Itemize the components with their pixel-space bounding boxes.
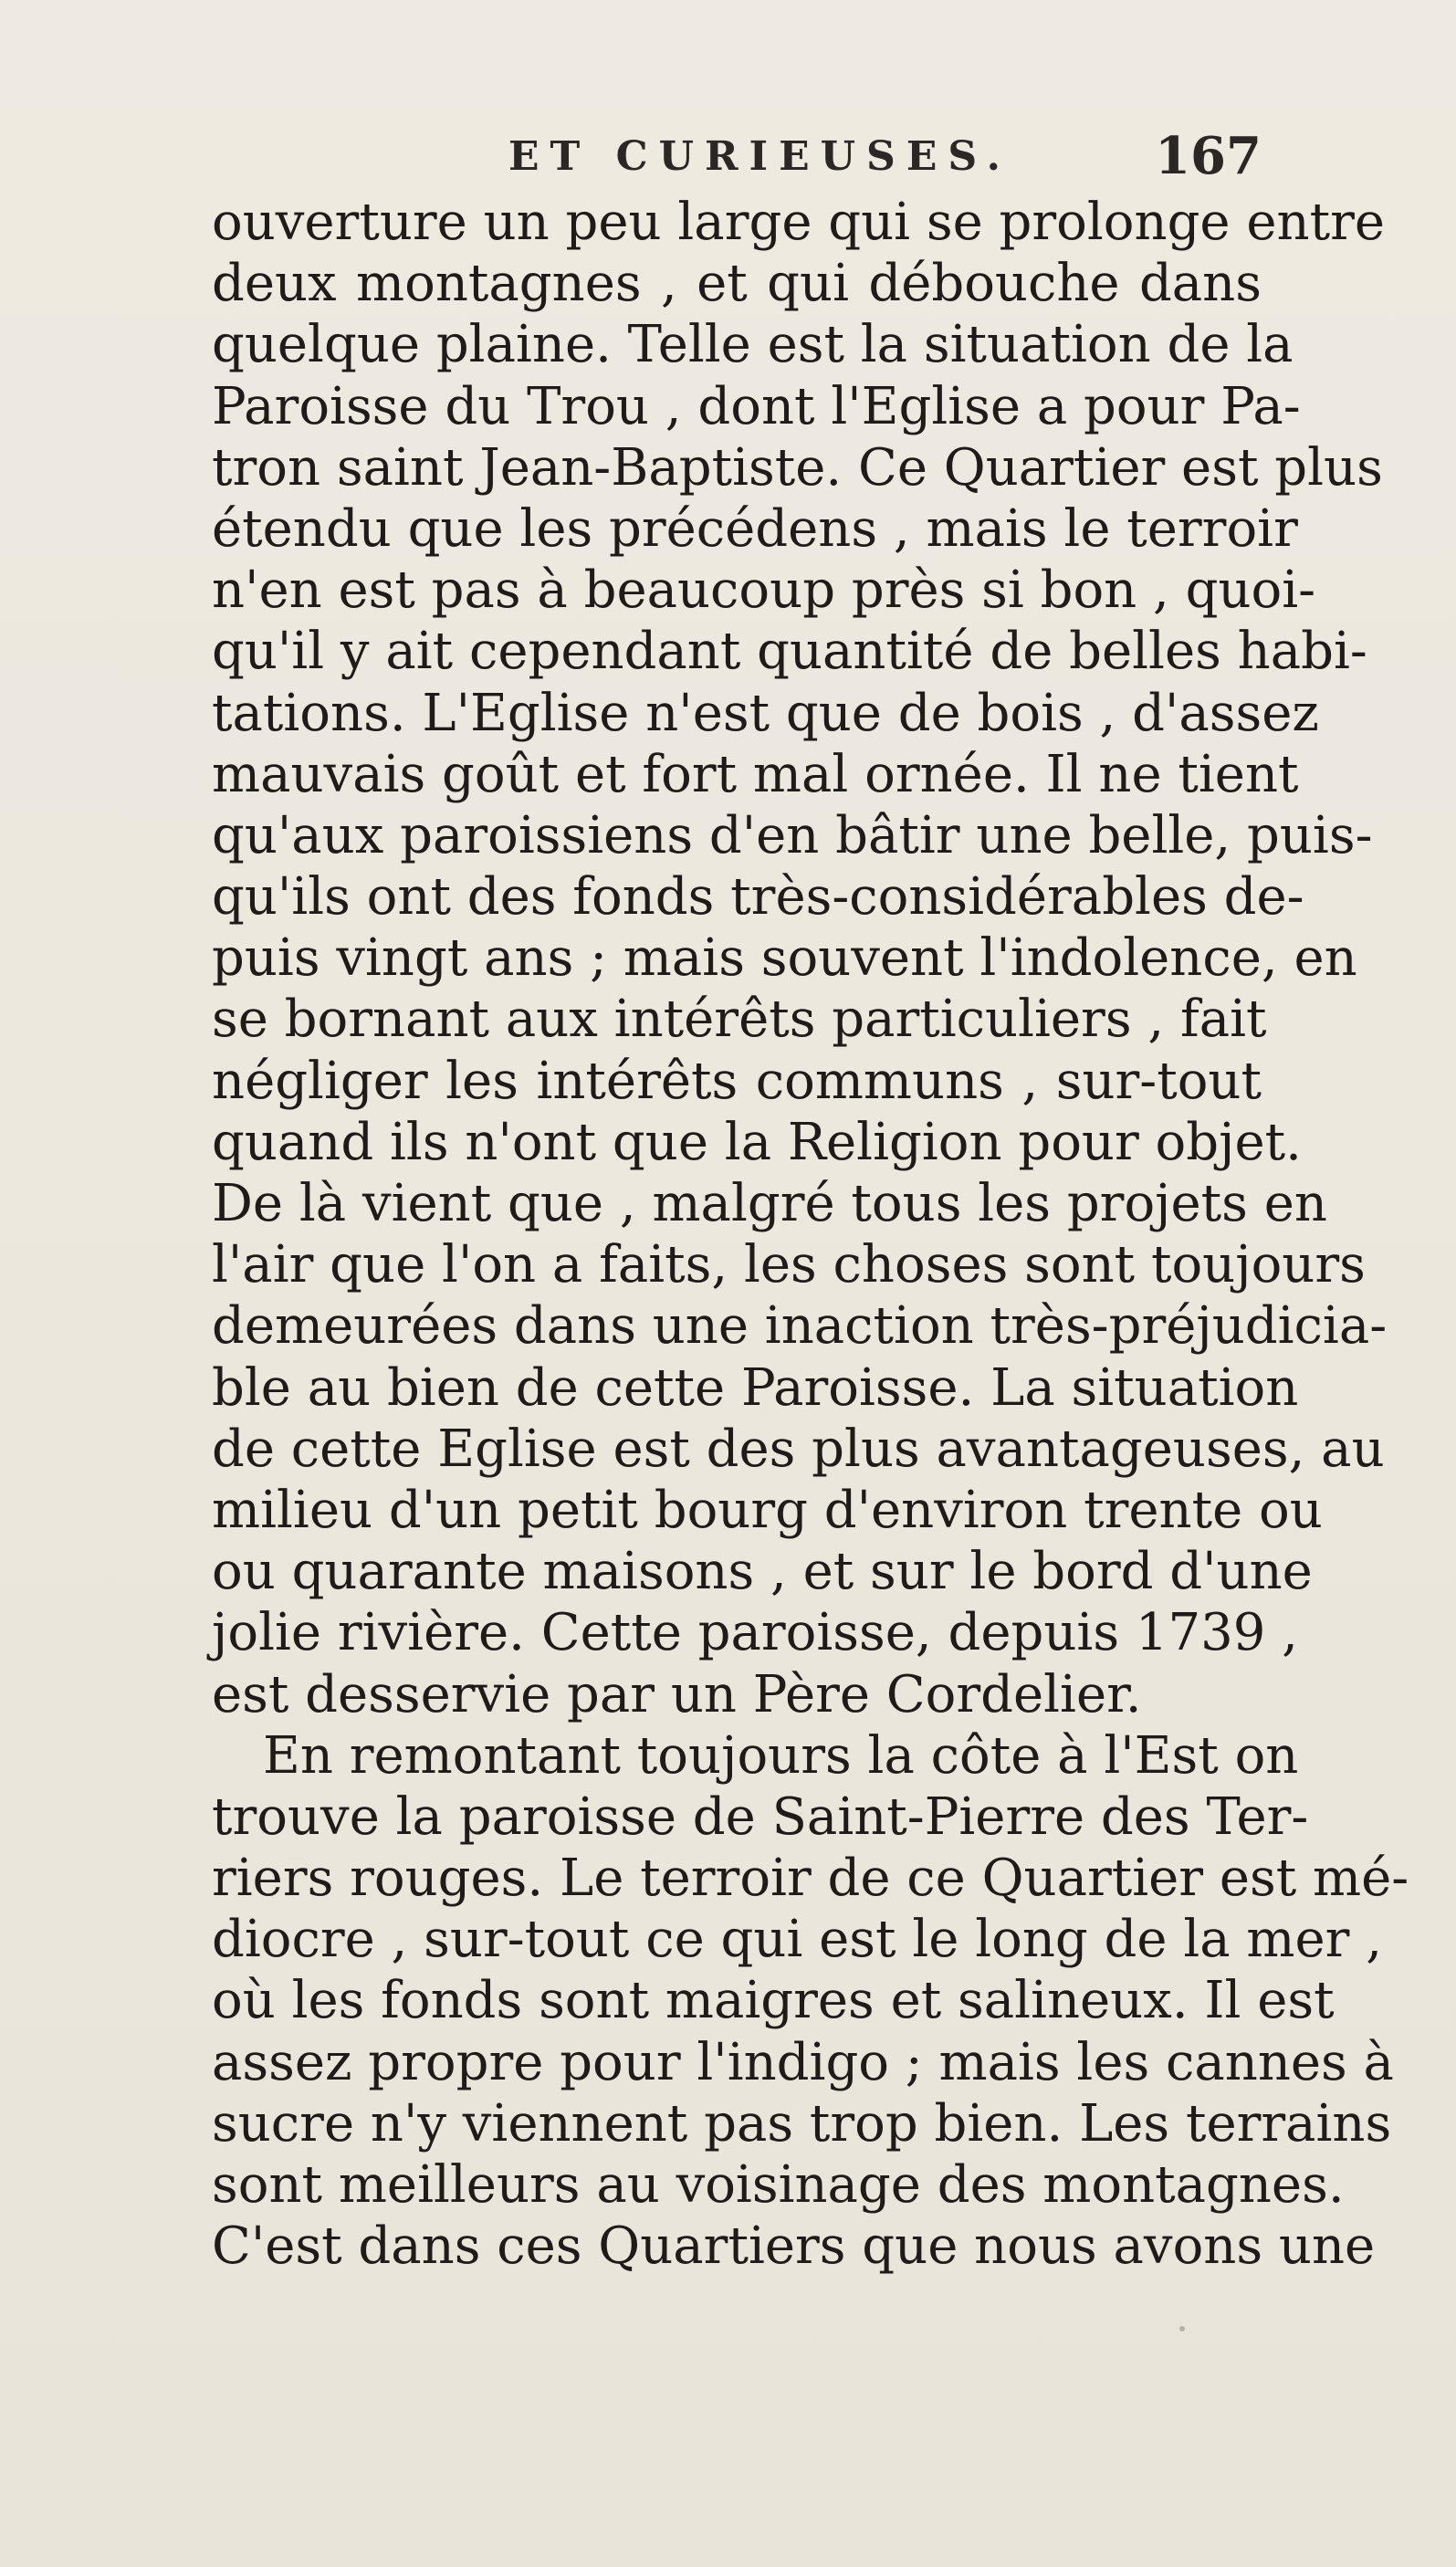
text-line: se bornant aux intérêts particuliers , fait: [212, 990, 1267, 1050]
text-line: milieu d'un petit bourg d'environ trente ou: [212, 1480, 1323, 1540]
text-line: trouve la paroisse de Saint-Pierre des Ter-: [212, 1786, 1309, 1847]
text-line: En remontant toujours la côte à l'Est on: [263, 1725, 1299, 1786]
text-line: quand ils n'ont que la Religion pour objet.: [212, 1112, 1302, 1172]
text-line: qu'il y ait cependant quantité de belles habi-: [212, 622, 1367, 682]
page-number: 167: [1155, 126, 1262, 186]
text-line: n'en est pas à beaucoup près si bon , quoi-: [212, 561, 1316, 621]
text-line: négliger les intérêts communs , sur-tout: [212, 1051, 1262, 1111]
text-line: est desservie par un Père Cordelier.: [212, 1664, 1142, 1724]
text-line: De là vient que , malgré tous les projets en: [212, 1174, 1327, 1233]
paper-speck: [1179, 2326, 1185, 2331]
text-line: où les fonds sont maigres et salineux. Il est: [212, 1971, 1335, 2031]
text-line: étendu que les précédens , mais le terroir: [212, 498, 1298, 559]
body-text: [212, 192, 1409, 2277]
text-line: demeurées dans une inaction très-préjudicia-: [212, 1296, 1388, 1357]
page-header: [212, 126, 1262, 190]
text-line: quelque plaine. Telle est la situation de la: [212, 315, 1294, 375]
text-line: ou quarante maisons , et sur le bord d'une: [212, 1542, 1313, 1602]
text-line: assez propre pour l'indigo ; mais les cannes à: [212, 2032, 1394, 2092]
text-line: riers rouges. Le terroir de ce Quartier est mé-: [212, 1849, 1409, 1909]
text-line: qu'aux paroissiens d'en bâtir une belle, puis-: [212, 805, 1373, 865]
text-line: jolie rivière. Cette paroisse, depuis 1739 ,: [212, 1603, 1298, 1663]
running-head: ET CURIEUSES.: [508, 133, 1011, 180]
text-line: de cette Eglise est des plus avantageuses, au: [212, 1419, 1385, 1479]
text-line: mauvais goût et fort mal ornée. Il ne tient: [212, 744, 1299, 804]
text-line: puis vingt ans ; mais souvent l'indolence, en: [212, 928, 1357, 989]
text-line: sucre n'y viennent pas trop bien. Les terrains: [212, 2093, 1392, 2153]
text-line: tron saint Jean-Baptiste. Ce Quartier est plus: [212, 437, 1383, 498]
text-line: tations. L'Eglise n'est que de bois , d'assez: [212, 683, 1319, 743]
text-line: C'est dans ces Quartiers que nous avons une: [212, 2216, 1376, 2277]
text-line: l'air que l'on a faits, les choses sont toujours: [212, 1235, 1366, 1295]
text-line: ble au bien de cette Paroisse. La situation: [212, 1357, 1299, 1418]
text-line: Paroisse du Trou , dont l'Eglise a pour Pa-: [212, 376, 1301, 436]
text-line: ouverture un peu large qui se prolonge entre: [212, 193, 1385, 252]
text-line: sont meilleurs au voisinage des montagnes.: [212, 2155, 1345, 2215]
text-line: diocre , sur-tout ce qui est le long de la mer ,: [212, 1910, 1383, 1970]
text-line: deux montagnes , et qui débouche dans: [212, 254, 1262, 314]
text-line: qu'ils ont des fonds très-considérables de-: [212, 867, 1304, 927]
